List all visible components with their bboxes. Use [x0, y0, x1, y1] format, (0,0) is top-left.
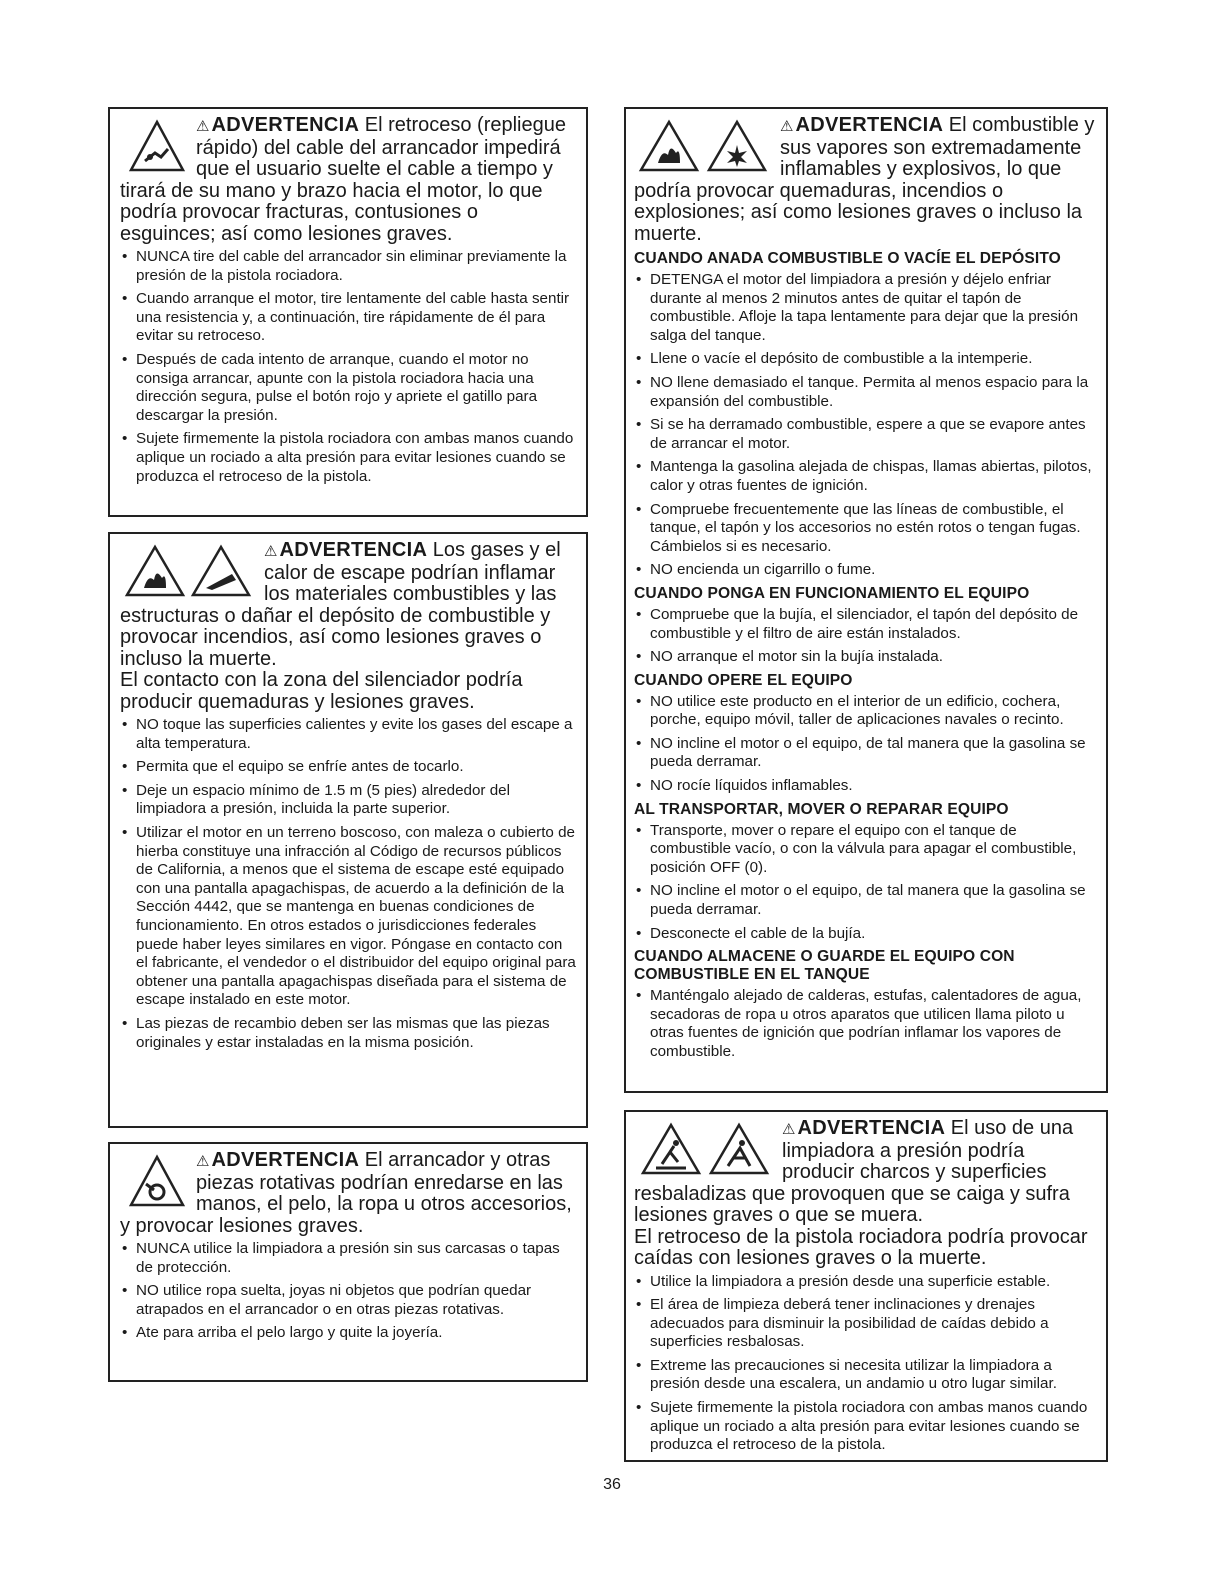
warning-triangle-icon: ⚠ — [196, 118, 210, 135]
page-number: 36 — [603, 1476, 621, 1493]
warning-triangle-icon: ⚠ — [782, 1121, 796, 1138]
section-heading: CUANDO PONGA EN FUNCIONAMIENTO EL EQUIPO — [634, 584, 1030, 602]
warning-list — [120, 1240, 578, 1343]
warning-intro-2: El retroceso de la pistola rociadora podría provocar caídas con lesiones graves o la muerte. — [634, 1225, 1088, 1269]
section-heading: CUANDO OPERE EL EQUIPO — [634, 671, 853, 689]
warning-title: ADVERTENCIA — [279, 539, 428, 561]
list-item: • El área de limpieza deberá tener inclinaciones y drenajes adecuados para disminuir la posibilidad de caídas debido a superficies resbalosas. — [634, 1296, 1098, 1352]
list-item: • NO encienda un cigarrillo o fume. — [634, 561, 1098, 580]
list-item: • NO toque las superficies calientes y evite los gases del escape a alta temperatura. — [120, 716, 578, 753]
warning-list — [120, 248, 578, 486]
hand-pulled-hazard-icon — [128, 119, 186, 173]
list-item: • Llene o vacíe el depósito de combustible a la intemperie. — [634, 350, 1098, 369]
list-item: • Desconecte el cable de la bujía. — [634, 925, 1098, 944]
list-item: • Manténgalo alejado de calderas, estufas, calentadores de agua, secadoras de ropa u otros aparatos que utilicen llama piloto u otras fuentes de ignición que podrían inflamar los vapores de combustible. — [634, 987, 1098, 1061]
warning-list — [634, 693, 1098, 796]
warning-intro: El uso de una limpiadora a presión podría producir charcos y superficies resbaladizas que provoquen que se caiga y sufra lesiones graves o que se muera. — [634, 1117, 1074, 1226]
warning-intro: El arrancador y otras piezas rotativas podrían enredarse en las manos, el pelo, la ropa u otros accesorios, y provocar lesiones graves. — [120, 1149, 572, 1237]
warning-lead — [634, 1118, 1098, 1270]
warning-list — [634, 606, 1098, 667]
list-item: • DETENGA el motor del limpiadora a presión y déjelo enfriar durante al menos 2 minutos antes de quitar el tapón de combustible. Afloje la tapa lentamente para dejar que la presión salga del tanque. — [634, 271, 1098, 345]
warning-intro: El retroceso (repliegue rápido) del cable del arrancador impedirá que el usuario suelte el cable a tiempo y tirará de su mano y brazo hacia el motor, lo que podría provocar fracturas, contusiones o esguinces; así como lesiones graves. — [120, 114, 566, 245]
list-item: • Utilice la limpiadora a presión desde una superficie estable. — [634, 1273, 1098, 1292]
list-item: • Cuando arranque el motor, tire lentamente del cable hasta sentir una resistencia y, a continuación, tire rápidamente de él para evitar su retroceso. — [120, 290, 578, 346]
warning-box-starter-kickback — [108, 107, 588, 517]
warning-title: ADVERTENCIA — [211, 114, 360, 136]
warning-list — [634, 822, 1098, 944]
list-item: • NO rocíe líquidos inflamables. — [634, 777, 1098, 796]
list-item: • Sujete firmemente la pistola rociadora con ambas manos cuando aplique un rociado a alta presión para evitar lesiones cuando se produzca el retroceso de la pistola. — [120, 430, 578, 486]
warning-triangle-icon: ⚠ — [780, 118, 794, 135]
list-item: • NUNCA utilice la limpiadora a presión sin sus carcasas o tapas de protección. — [120, 1240, 578, 1277]
fire-hazard-icons — [124, 544, 254, 598]
list-item: • NO incline el motor o el equipo, de tal manera que la gasolina se pueda derramar. — [634, 882, 1098, 919]
warning-triangle-icon: ⚠ — [196, 1153, 210, 1170]
list-item: • Sujete firmemente la pistola rociadora con ambas manos cuando aplique un rociado a alta presión para evitar lesiones cuando se produzca el retroceso de la pistola. — [634, 1399, 1098, 1455]
warning-title: ADVERTENCIA — [211, 1149, 360, 1171]
list-item: • Las piezas de recambio deben ser las mismas que las piezas originales y estar instaladas en la misma posición. — [120, 1015, 578, 1052]
section-heading: AL TRANSPORTAR, MOVER O REPARAR EQUIPO — [634, 800, 1009, 818]
list-item: • Compruebe frecuentemente que las líneas de combustible, el tanque, el tapón y los accesorios no estén rotos o tengan fugas. Cámbielos si es necesario. — [634, 501, 1098, 557]
warning-lead — [120, 1150, 578, 1237]
warning-box-fuel — [624, 107, 1108, 1093]
list-item: • Compruebe que la bujía, el silenciador, el tapón del depósito de combustible y el filtro de aire están instalados. — [634, 606, 1098, 643]
warning-box-slip-hazard — [624, 1110, 1108, 1462]
warning-list — [634, 271, 1098, 580]
list-item: • NO utilice este producto en el interior de un edificio, cochera, porche, equipo móvil, taller de aplicaciones navales o recinto. — [634, 693, 1098, 730]
list-item: • Permita que el equipo se enfríe antes de tocarlo. — [120, 758, 578, 777]
warning-box-exhaust — [108, 532, 588, 1128]
section-heading: CUANDO ANADA COMBUSTIBLE O VACÍE EL DEPÓSITO — [634, 250, 1061, 267]
warning-list — [634, 987, 1098, 1061]
warning-list — [120, 716, 578, 1052]
list-item: • NO llene demasiado el tanque. Permita al menos espacio para la expansión del combustible. — [634, 374, 1098, 411]
warning-intro: Los gases y el calor de escape podrían inflamar los materiales combustibles y las estructuras o dañar el depósito de combustible y provocar incendios, así como lesiones graves o incluso la muerte. — [120, 539, 561, 670]
section-heading: CUANDO ALMACENE O GUARDE EL EQUIPO CON COMBUSTIBLE EN EL TANQUE — [634, 948, 1015, 984]
warning-intro: El combustible y sus vapores son extremadamente inflamables y explosivos, lo que podría provocar quemaduras, incendios o explosiones; así como lesiones graves o incluso la muerte. — [634, 114, 1095, 245]
warning-box-rotating-parts — [108, 1142, 588, 1382]
slip-fall-hazard-icons — [640, 1122, 772, 1176]
list-item: • Transporte, mover o repare el equipo con el tanque de combustible vacío, o con la válvula para apagar el combustible, posición OFF (0). — [634, 822, 1098, 878]
warning-title: ADVERTENCIA — [797, 1117, 946, 1139]
warning-title: ADVERTENCIA — [795, 114, 944, 136]
warning-triangle-icon: ⚠ — [264, 543, 278, 560]
warning-intro-2: El contacto con la zona del silenciador podría producir quemaduras y lesiones graves. — [120, 669, 523, 713]
list-item: • Utilizar el motor en un terreno boscoso, con maleza o cubierto de hierba constituye una infracción al Código de recursos públicos de California, a menos que el sistema de escape esté equipado con una pantalla apagachispas, de acuerdo a la definición de la Sección 4442, que se mantenga en buenas condiciones de funcionamiento. En otros estados o jurisdicciones federales puede haber leyes similares en vigor. Póngase en contacto con el fabricante, el vendedor o el distribuidor del equipo original para obtener una pantalla apagachispas diseñada para el sistema de escape instalado en este motor. — [120, 824, 578, 1010]
list-item: • NUNCA tire del cable del arrancador sin eliminar previamente la presión de la pistola rociadora. — [120, 248, 578, 285]
entanglement-hazard-icon — [128, 1154, 186, 1208]
warning-list — [634, 1273, 1098, 1455]
list-item: • Ate para arriba el pelo largo y quite la joyería. — [120, 1324, 578, 1343]
list-item: • NO incline el motor o el equipo, de tal manera que la gasolina se pueda derramar. — [634, 735, 1098, 772]
list-item: • Extreme las precauciones si necesita utilizar la limpiadora a presión desde una escalera, un andamio u otro lugar similar. — [634, 1357, 1098, 1394]
list-item: • Después de cada intento de arranque, cuando el motor no consiga arrancar, apunte con la pistola rociadora hacia una dirección segura, pulse el botón rojo y apriete el gatillo para descargar la presión. — [120, 351, 578, 425]
warning-lead — [120, 115, 578, 245]
list-item: • NO arranque el motor sin la bujía instalada. — [634, 648, 1098, 667]
list-item: • Mantenga la gasolina alejada de chispas, llamas abiertas, pilotos, calor y otras fuentes de ignición. — [634, 458, 1098, 495]
list-item: • Si se ha derramado combustible, espere a que se evapore antes de arrancar el motor. — [634, 416, 1098, 453]
list-item: • NO utilice ropa suelta, joyas ni objetos que podrían quedar atrapados en el arrancador o en otras piezas rotativas. — [120, 1282, 578, 1319]
fire-explosion-hazard-icons — [638, 119, 770, 173]
warning-lead — [120, 540, 578, 713]
warning-lead — [634, 115, 1098, 245]
list-item: • Deje un espacio mínimo de 1.5 m (5 pies) alrededor del limpiadora a presión, incluida la parte superior. — [120, 782, 578, 819]
